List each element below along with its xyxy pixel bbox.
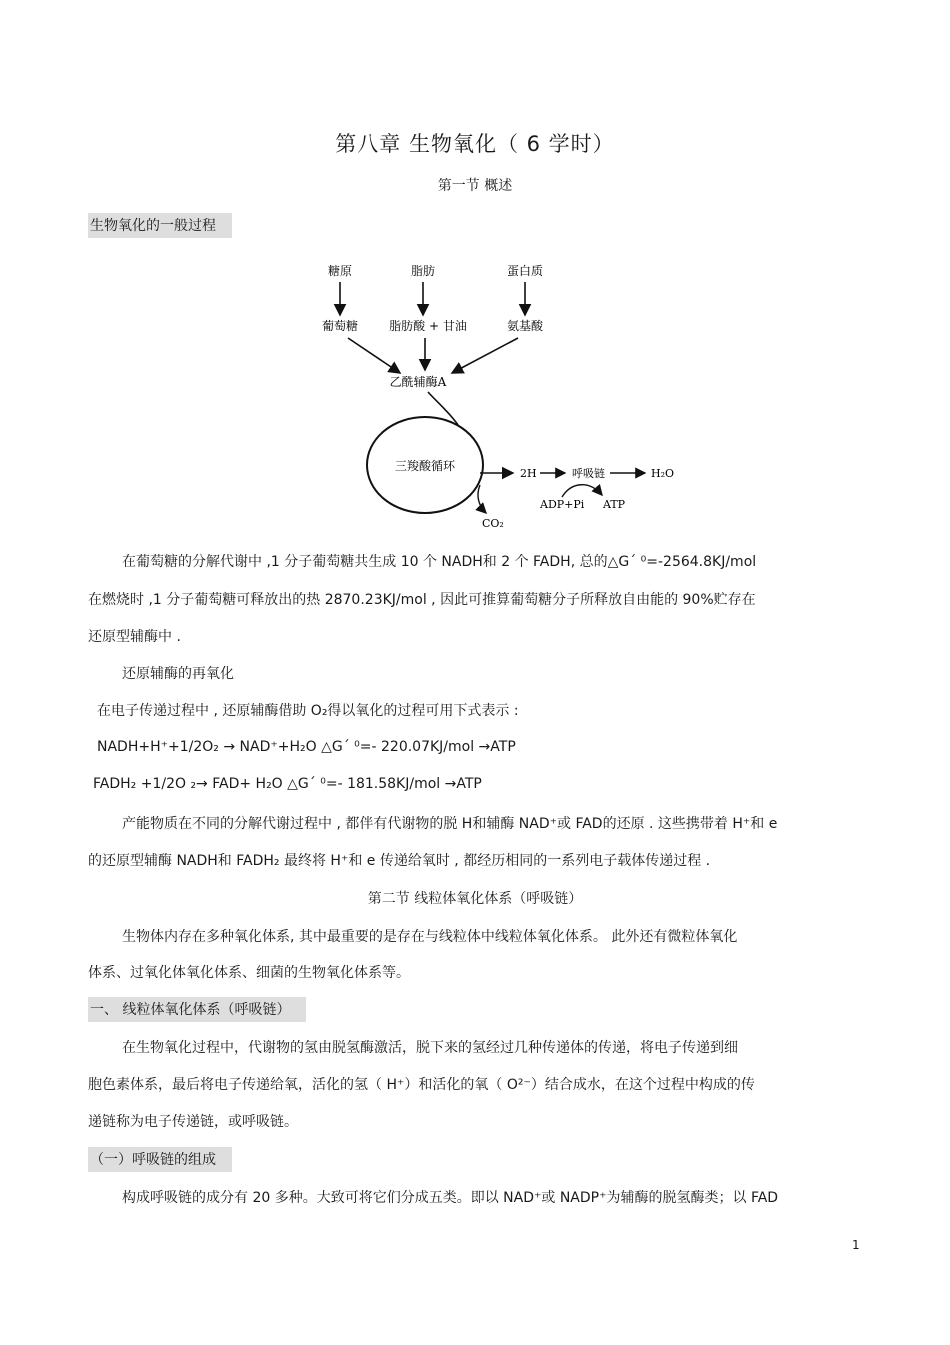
topic-heading-general-process: 生物氧化的一般过程 [88,213,232,238]
section-heading-1: 第一节 概述 [437,178,513,194]
arrow-cycle-co2 [478,485,486,513]
subheading-composition: （一）呼吸链的组成 [88,1147,232,1172]
para3-line2: 体系、过氧化体氧化体系、细菌的生物氧化体系等。 [88,965,410,981]
label-respiratory-chain: 呼吸链 [572,467,605,480]
para4-line1: 在生物氧化过程中，代谢物的氢由脱氢酶激活，脱下来的氢经过几种传递体的传递，将电子传递到细 [122,1040,738,1056]
para2-line1: 产能物质在不同的分解代谢过程中 , 都伴有代谢物的脱 H和辅酶 NAD⁺或 FAD的还原 . 这些携带着 H⁺和 e [122,816,778,832]
page-title: 第八章 生物氧化（ 6 学时） [335,132,615,156]
arrow-adp-atp-curve [562,485,602,497]
formula-nadh: NADH+H⁺+1/2O₂ → NAD⁺+H₂O △G´ ⁰=- 220.07KJ/mol →ATP [97,739,516,755]
reoxidation-text: 在电子传递过程中 , 还原辅酶借助 O₂得以氧化的过程可用下式表示 : [97,703,519,719]
para2-line2: 的还原型辅酶 NADH和 FADH₂ 最终将 H⁺和 e 传递给氧时 , 都经历相同的一系列电子载体传递过程 . [88,853,711,869]
para4-line2: 胞色素体系，最后将电子传递给氧，活化的氢（ H⁺）和活化的氧（ O²⁻）结合成水，在这个过程中构成的传 [88,1077,755,1093]
formula-fadh2: FADH₂ +1/2O ₂→ FAD+ H₂O △G´ ⁰=- 181.58KJ/mol →ATP [93,776,482,792]
source-glycogen: 糖原 [327,264,353,278]
label-2h: 2H [520,467,537,480]
source-fat: 脂肪 [410,264,436,278]
label-water: H₂O [651,467,675,480]
para1-line1: 在葡萄糖的分解代谢中 ,1 分子葡萄糖共生成 10 个 NADH和 2 个 FADH, 总的△G´ ⁰=-2564.8KJ/mol [122,554,757,570]
product-aminoacid: 氨基酸 [506,319,544,333]
label-co2: CO₂ [482,517,504,530]
arrow-glucose-acetyl [348,338,400,373]
product-fattyacid-glycerol: 脂肪酸 + 甘油 [389,319,467,333]
tca-cycle-label: 三羧酸循环 [394,459,456,473]
bio-oxidation-diagram [300,255,700,535]
source-protein: 蛋白质 [506,264,544,278]
label-atp: ATP [603,498,626,511]
page-number: 1 [852,1238,860,1252]
para3-line1: 生物体内存在多种氧化体系, 其中最重要的是存在与线粒体中线粒体氧化体系。 此外还有微粒体氧化 [122,929,738,945]
acetyl-coa-label: 乙酰辅酶A [389,375,447,389]
product-glucose: 葡萄糖 [321,319,359,333]
para1-line3: 还原型辅酶中 . [88,629,181,645]
para1-line2: 在燃烧时 ,1 分子葡萄糖可释放出的热 2870.23KJ/mol , 因此可推算葡萄糖分子所释放自由能的 90%贮存在 [88,592,756,608]
part-heading-mitochondrial: 一、 线粒体氧化体系（呼吸链） [88,997,306,1022]
para4-line3: 递链称为电子传递链，或呼吸链。 [88,1114,298,1130]
reoxidation-title: 还原辅酶的再氧化 [122,666,234,682]
para5-line1: 构成呼吸链的成分有 20 多种。大致可将它们分成五类。即以 NAD⁺或 NADP⁺为辅酶的脱氢酶类；以 FAD [122,1190,779,1206]
section-heading-2: 第二节 线粒体氧化体系（呼吸链） [367,891,583,907]
arrow-aminoacid-acetyl [452,338,518,373]
label-adp-pi: ADP+Pi [540,498,585,511]
